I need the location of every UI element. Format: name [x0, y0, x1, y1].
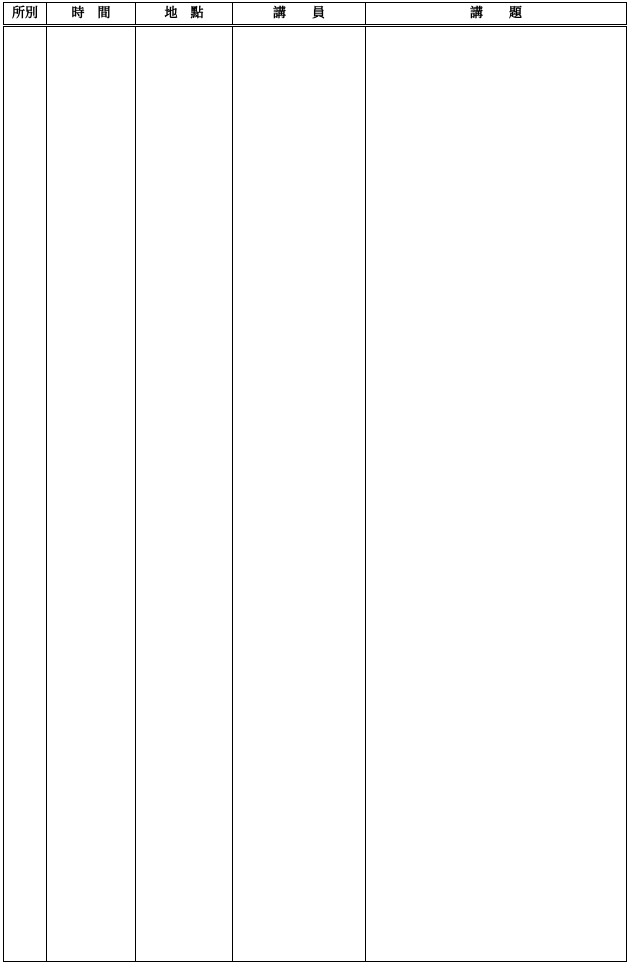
title-cell	[366, 26, 627, 962]
table-row	[4, 26, 627, 962]
header-title: 講 題	[366, 3, 627, 26]
header-place: 地 點	[136, 3, 233, 26]
lecture-schedule-table	[3, 2, 627, 962]
place-cell	[136, 26, 233, 962]
speaker-cell	[233, 26, 366, 962]
header-row	[4, 3, 627, 26]
header-speaker: 講 員	[233, 3, 366, 26]
header-time: 時 間	[47, 3, 136, 26]
institute-cell	[4, 26, 47, 962]
header-institute: 所別	[4, 3, 47, 26]
time-cell	[47, 26, 136, 962]
